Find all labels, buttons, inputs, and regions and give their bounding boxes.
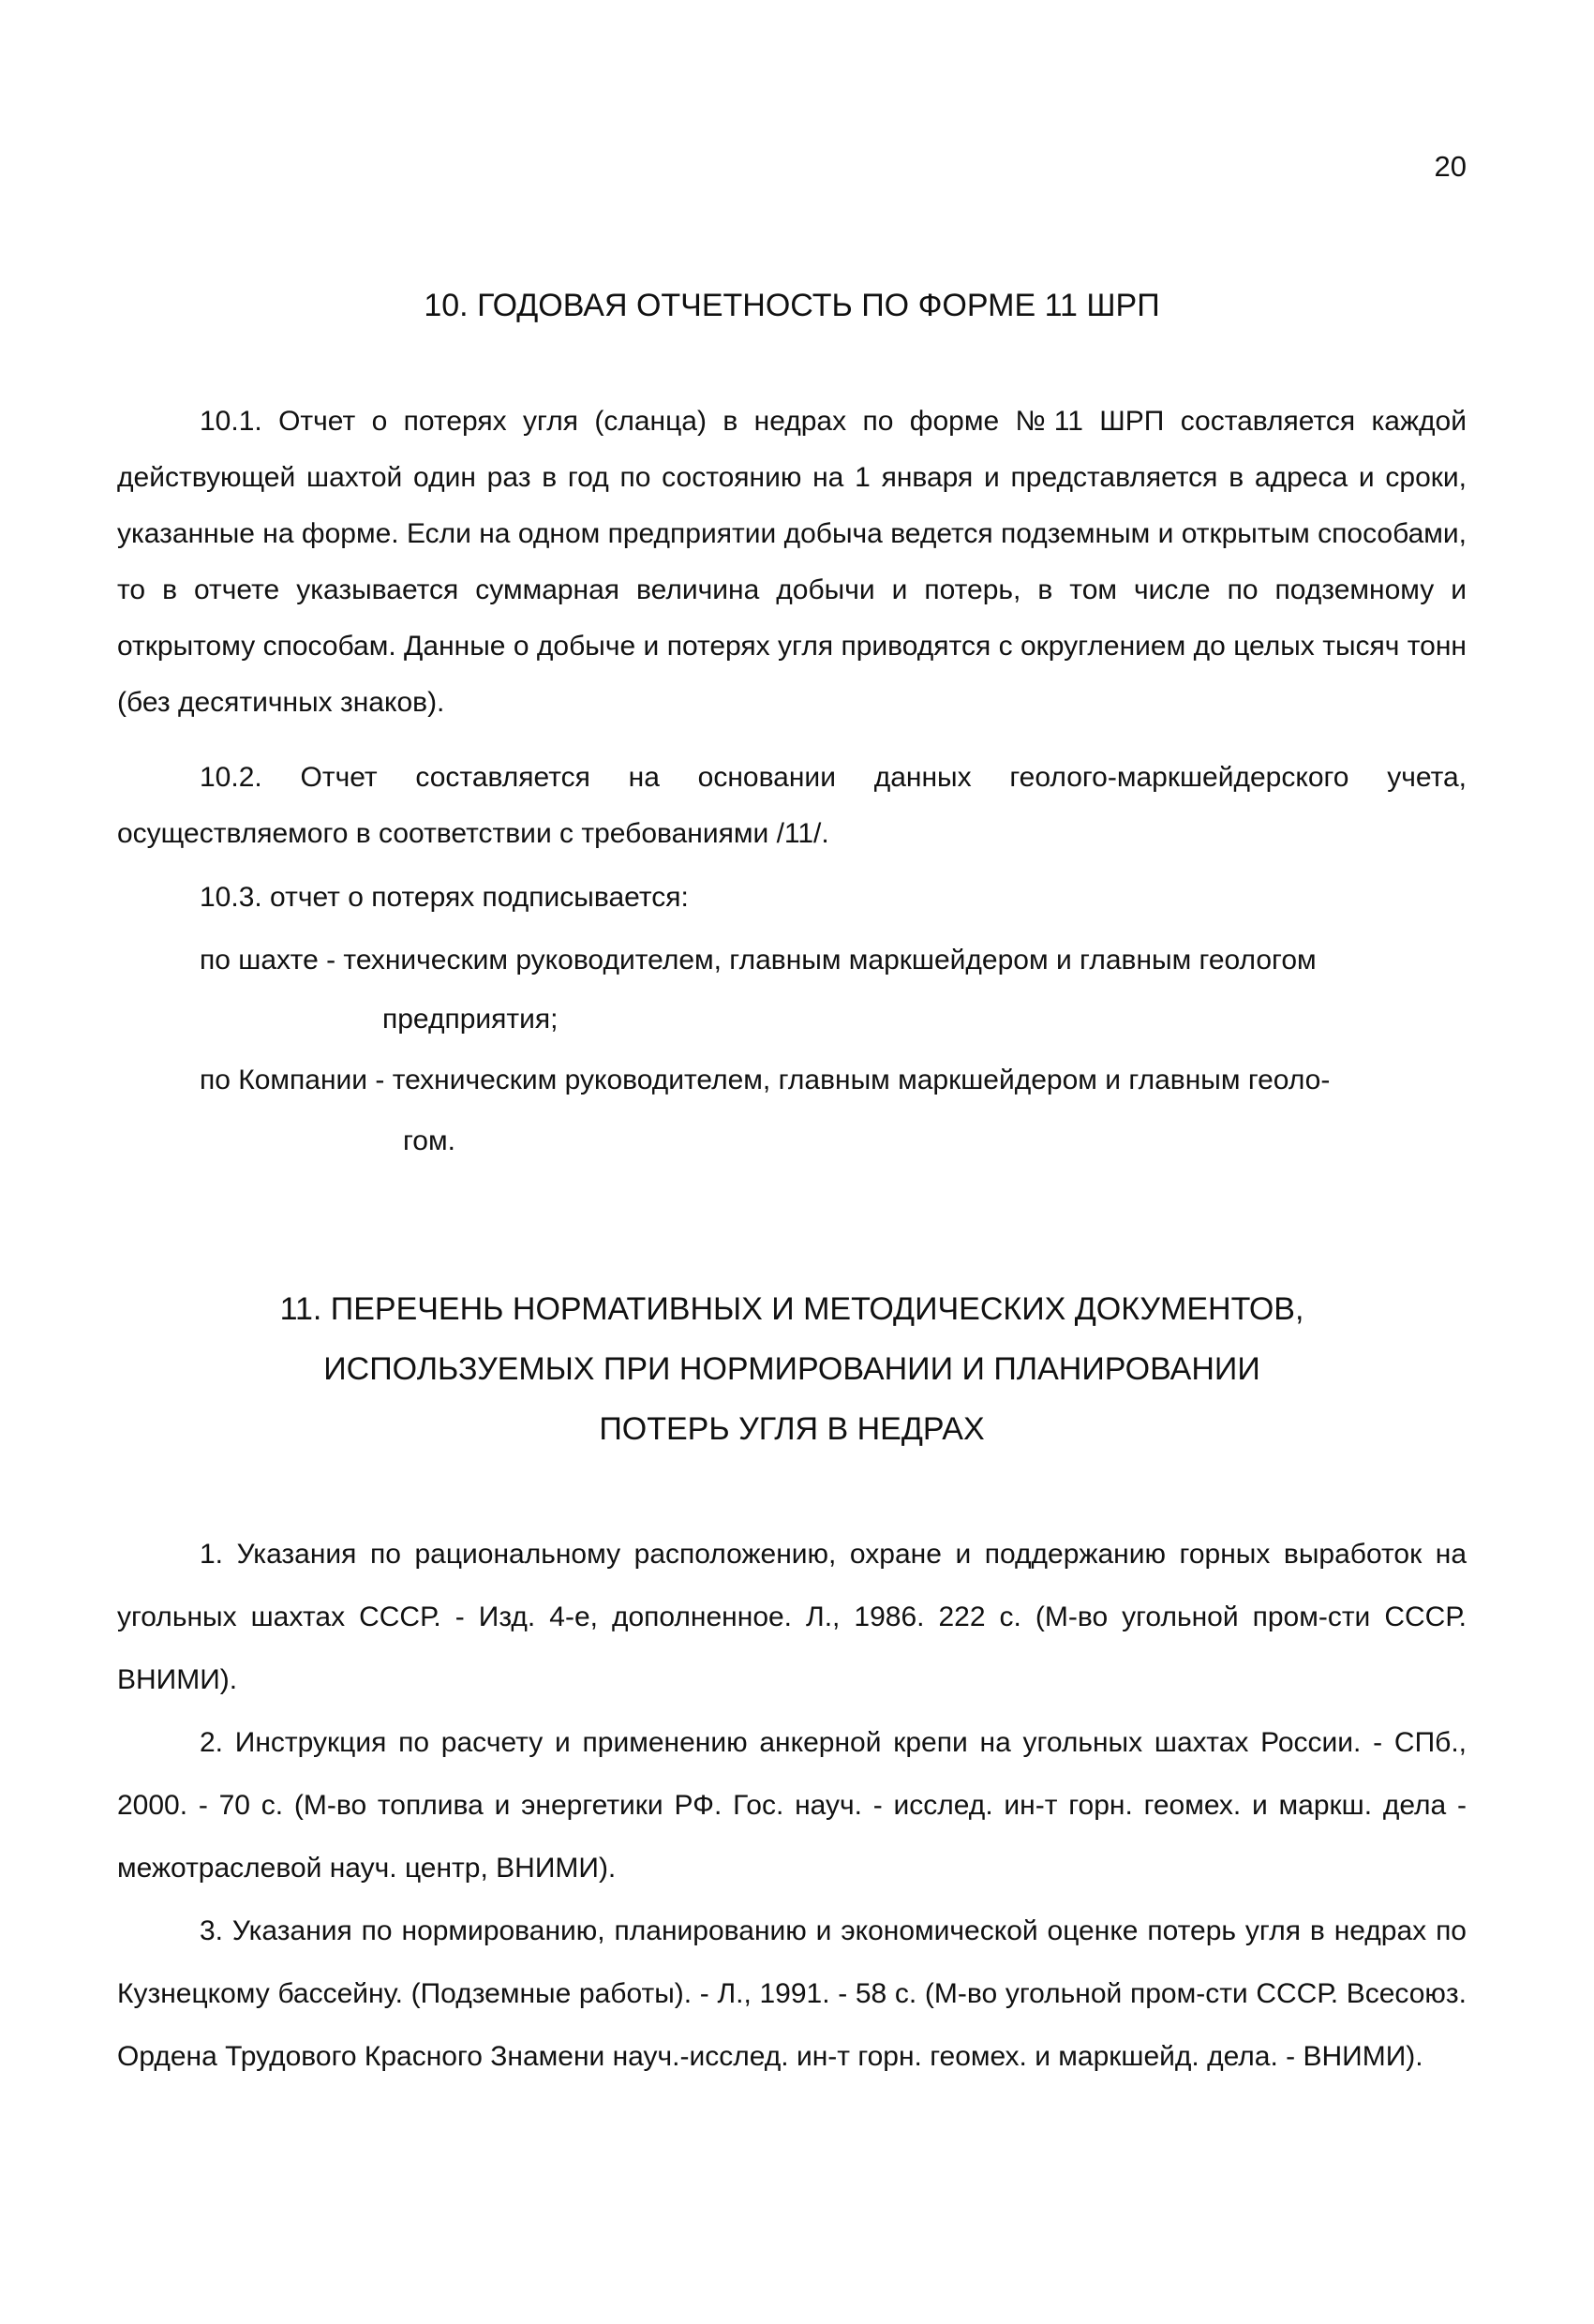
page-number: 20 — [1434, 150, 1467, 183]
paragraph-10-3-text: 10.3. отчет о потерях подписывается: — [200, 882, 689, 913]
signatory-mine-continuation: предприятия; — [382, 1004, 559, 1035]
section-11-heading-line-1: 11. ПЕРЕЧЕНЬ НОРМАТИВНЫХ И МЕТОДИЧЕСКИХ ДОКУМЕНТОВ, — [279, 1291, 1304, 1327]
paragraph-10-2-text: 10.2. Отчет составляется на основании данных геолого-маркшейдерского учета, осуществляемого в соответствии с требованиями /11/. — [117, 762, 1467, 849]
signatory-company-continuation: гом. — [403, 1125, 455, 1156]
section-10-heading: 10. ГОДОВАЯ ОТЧЕТНОСТЬ ПО ФОРМЕ 11 ШРП — [424, 288, 1160, 323]
paragraph-10-2 — [117, 750, 1467, 862]
section-11-heading-line-3: ПОТЕРЬ УГЛЯ В НЕДРАХ — [599, 1411, 985, 1447]
reference-list — [117, 1523, 1467, 2088]
paragraph-10-1-text: 10.1. Отчет о потерях угля (сланца) в недрах по форме №11 ШРП составляется каждой действующей шахтой один раз в год по состоянию на 1 января и представляется в адреса и сроки, указанные на форме. Если на одном предприятии добыча ведется подземным и открытым способами, то в отчете указывается суммарная величина добычи и потерь, в том числе по подземному и открытому способам. Данные о добыче и потерях угля приводятся с округлением до целых тысяч тонн (без десятичных знаков). — [117, 406, 1467, 718]
signatory-company: по Компании - техническим руководителем, главным маркшейдером и главным геоло- — [200, 1065, 1331, 1095]
section-11-heading-line-2: ИСПОЛЬЗУЕМЫХ ПРИ НОРМИРОВАНИИ И ПЛАНИРОВАНИИ — [323, 1351, 1260, 1387]
reference-item: 1. Указания по рациональному расположению, охране и поддержанию горных выработок на угольных шахтах СССР. - Изд. 4-е, дополненное. Л., 1986. 222 с. (М-во угольной пром-сти СССР. ВНИМИ). — [117, 1539, 1467, 1695]
signatory-mine: по шахте - техническим руководителем, главным маркшейдером и главным геологом — [200, 945, 1317, 976]
paragraph-10-1 — [117, 394, 1467, 731]
reference-item: 3. Указания по нормированию, планированию и экономической оценке потерь угля в недрах по Кузнецкому бассейну. (Подземные работы). - Л., 1991. - 58 с. (М-во угольной пром-сти СССР. Всесоюз. Ордена Трудового Красного Знамени науч.-исслед. ин-т горн. геомех. и маркшейд. дела. - ВНИМИ). — [117, 1915, 1467, 2072]
reference-item: 2. Инструкция по расчету и применению анкерной крепи на угольных шахтах России. - СПб., 2000. - 70 с. (М-во топлива и энергетики РФ. Гос. науч. - исслед. ин-т горн. геомех. и маркш. дела - межотраслевой науч. центр, ВНИМИ). — [117, 1727, 1467, 1884]
paragraph-10-3 — [117, 870, 1467, 926]
section-11-heading — [117, 1279, 1467, 1459]
